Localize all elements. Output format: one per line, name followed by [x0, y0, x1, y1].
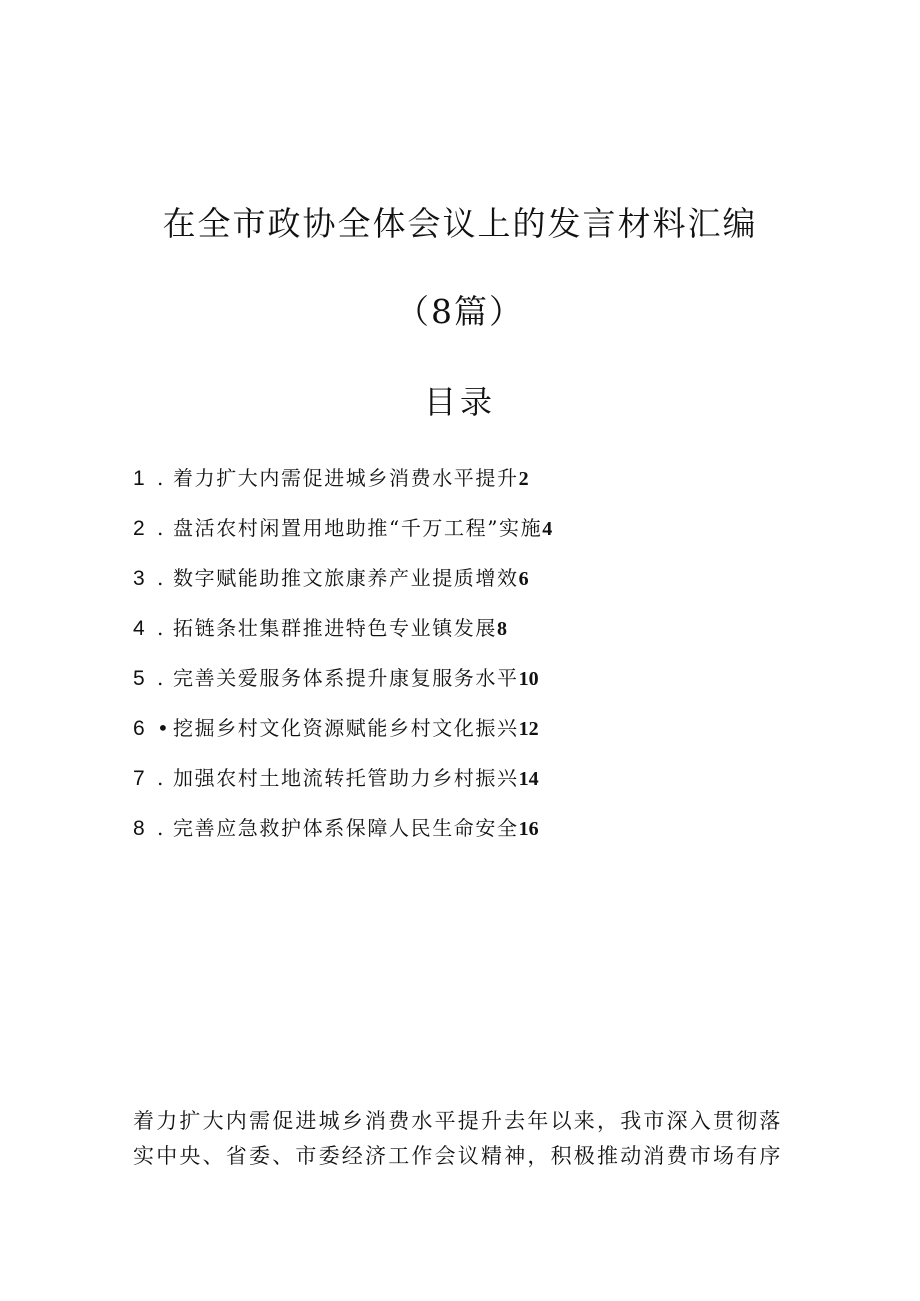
toc-item-title: 挖掘乡村文化资源赋能乡村文化振兴	[173, 716, 519, 740]
toc-item-8[interactable]	[133, 812, 552, 862]
toc-item-title: 拓链条壮集群推进特色专业镇发展	[173, 616, 497, 640]
toc-item-title: 完善应急救护体系保障人民生命安全	[173, 816, 519, 840]
toc-item-1[interactable]	[133, 462, 552, 512]
document-subtitle: （8篇）	[396, 292, 524, 331]
toc-item-4[interactable]	[133, 612, 552, 662]
toc-item-number: 6	[133, 717, 147, 740]
toc-item-number: 7	[133, 767, 147, 790]
toc-item-2[interactable]	[133, 512, 552, 562]
toc-item-separator: .	[157, 766, 165, 790]
toc-item-page: 6	[518, 568, 529, 590]
toc-item-page: 16	[518, 818, 539, 840]
toc-item-title: 加强农村土地流转托管助力乡村振兴	[173, 766, 519, 790]
toc-item-separator: .	[157, 666, 165, 690]
toc-item-number: 1	[133, 467, 147, 490]
toc-item-page: 10	[518, 668, 539, 690]
toc-item-separator: .	[157, 816, 165, 840]
toc-item-number: 3	[133, 567, 147, 590]
toc-item-page: 14	[518, 768, 539, 790]
toc-item-separator: .	[157, 516, 165, 540]
toc-item-number: 5	[133, 667, 147, 690]
toc-item-number: 8	[133, 817, 147, 840]
toc-item-6[interactable]	[133, 712, 552, 762]
toc-item-separator: .	[157, 616, 165, 640]
toc-item-title: 完善关爱服务体系提升康复服务水平	[173, 666, 519, 690]
toc-item-page: 8	[497, 618, 507, 640]
toc-item-title: 数字赋能助推文旅康养产业提质增效	[173, 566, 519, 590]
toc-item-title: 盘活农村闲置用地助推“千万工程”实施	[173, 516, 543, 540]
toc-item-5[interactable]	[133, 662, 552, 712]
toc-item-number: 4	[133, 617, 147, 640]
toc-item-number: 2	[133, 517, 147, 540]
toc-item-separator: .	[157, 566, 165, 590]
toc-item-separator: .	[157, 466, 165, 490]
toc-item-page: 4	[542, 518, 553, 540]
toc-item-separator: •	[157, 716, 171, 740]
body-paragraph	[133, 1104, 793, 1174]
toc-item-title: 着力扩大内需促进城乡消费水平提升	[173, 466, 519, 490]
toc-item-page: 2	[518, 468, 529, 490]
toc-item-3[interactable]	[133, 562, 552, 612]
toc-item-7[interactable]	[133, 762, 552, 812]
body-line-1: 着力扩大内需促进城乡消费水平提升去年以来，我市深入贯彻落	[133, 1109, 783, 1133]
toc-item-page: 12	[518, 718, 539, 740]
table-of-contents	[133, 462, 552, 862]
toc-heading: 目录	[423, 383, 496, 421]
document-title: 在全市政协全体会议上的发言材料汇编	[162, 204, 758, 243]
body-line-2: 实中央、省委、市委经济工作会议精神，积极推动消费市场有序	[133, 1144, 783, 1168]
